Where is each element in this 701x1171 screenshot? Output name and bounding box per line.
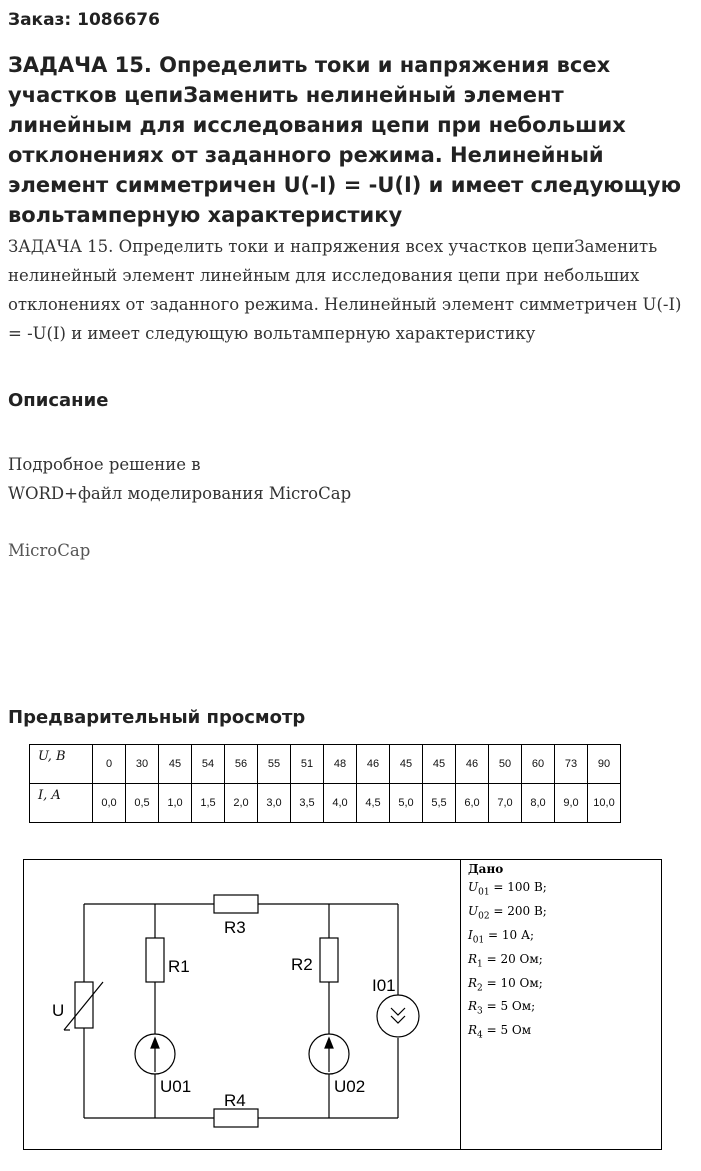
task-description: ЗАДАЧА 15. Определить токи и напряжения всех участков цепиЗаменить нелинейный элемент линейным для исследования цепи при небольших отклонениях от заданного режима. Нелинейный элемент симметричен U(-I) = -U(I) и имеет следующую вольтамперную характеристику xyxy=(8,237,682,343)
given-panel xyxy=(460,859,662,1150)
u-value-cell: 50 xyxy=(489,745,522,784)
given-item: $U_{02} = 200$ В; xyxy=(468,903,547,922)
i-value-cell: 6,0 xyxy=(456,784,489,823)
i-value-cell: 8,0 xyxy=(522,784,555,823)
u-label: U xyxy=(52,1001,65,1020)
i-value-cell: 7,0 xyxy=(489,784,522,823)
r4-label: R4 xyxy=(224,1091,246,1110)
u-value-cell: 45 xyxy=(423,745,456,784)
given-item: $R_4 = 5$ Ом xyxy=(468,1023,532,1041)
given-item: $R_1 = 20$ Ом; xyxy=(468,951,543,970)
i-value-cell: 5,5 xyxy=(423,784,456,823)
u02-label: U02 xyxy=(334,1077,366,1096)
u-value-cell: 51 xyxy=(291,745,324,784)
given-title: Дано xyxy=(468,862,504,876)
i-value-cell: 4,0 xyxy=(324,784,357,823)
u-value-cell: 55 xyxy=(258,745,291,784)
i-value-cell: 1,5 xyxy=(192,784,225,823)
given-item: $R_2 = 10$ Ом; xyxy=(468,975,543,993)
i-value-cell: 9,0 xyxy=(555,784,588,823)
i-value-cell: 2,0 xyxy=(225,784,258,823)
preview-heading: Предварительный просмотр xyxy=(8,707,306,728)
u-value-cell: 90 xyxy=(588,745,621,784)
page-title: ЗАДАЧА 15. Определить токи и напряжения всех участков цепиЗаменить нелинейный элемент линейным для исследования цепи при небольших отклонениях от заданного режима. Нелинейный элемент симметричен U(-I) = -U(I) и имеет следующую вольтамперную характеристику xyxy=(8,53,682,227)
circuit-svg xyxy=(24,860,461,1149)
u-header-cell: U, B xyxy=(30,745,93,784)
u-value-cell: 46 xyxy=(456,745,489,784)
order-number: Заказ: 1086676 xyxy=(8,10,160,30)
r1-label: R1 xyxy=(168,957,190,976)
i-value-cell: 0,0 xyxy=(93,784,126,823)
detail-line-2: WORD+файл моделирования MicroCap xyxy=(8,484,352,503)
r3-label: R3 xyxy=(224,918,246,937)
i-value-cell: 1,0 xyxy=(159,784,192,823)
u-value-cell: 73 xyxy=(555,745,588,784)
tag-link[interactable]: MicroCap xyxy=(8,541,91,560)
description-heading: Описание xyxy=(8,390,109,411)
detail-line-1: Подробное решение в xyxy=(8,455,201,474)
u-value-cell: 60 xyxy=(522,745,555,784)
i01-label: I01 xyxy=(372,976,396,995)
u-value-cell: 54 xyxy=(192,745,225,784)
table-row xyxy=(30,745,621,784)
i-value-cell: 5,0 xyxy=(390,784,423,823)
given-item: $R_3 = 5$ Ом; xyxy=(468,999,536,1017)
given-item: $U_{01} = 100$ В; xyxy=(468,880,547,898)
vac-table xyxy=(29,744,621,823)
u01-label: U01 xyxy=(160,1077,192,1096)
i-value-cell: 3,0 xyxy=(258,784,291,823)
i-value-cell: 3,5 xyxy=(291,784,324,823)
i-header-cell: I, A xyxy=(30,784,93,823)
u-value-cell: 45 xyxy=(390,745,423,784)
u-value-cell: 48 xyxy=(324,745,357,784)
given-item: $I_{01} = 10$ А; xyxy=(468,927,535,946)
u-value-cell: 0 xyxy=(93,745,126,784)
i-value-cell: 10,0 xyxy=(588,784,621,823)
u-value-cell: 46 xyxy=(357,745,390,784)
table-row xyxy=(30,784,621,823)
r2-label: R2 xyxy=(291,955,313,974)
given-list xyxy=(468,878,547,1045)
u-value-cell: 45 xyxy=(159,745,192,784)
circuit-diagram xyxy=(23,859,461,1150)
i-value-cell: 4,5 xyxy=(357,784,390,823)
i-value-cell: 0,5 xyxy=(126,784,159,823)
u-value-cell: 30 xyxy=(126,745,159,784)
u-value-cell: 56 xyxy=(225,745,258,784)
